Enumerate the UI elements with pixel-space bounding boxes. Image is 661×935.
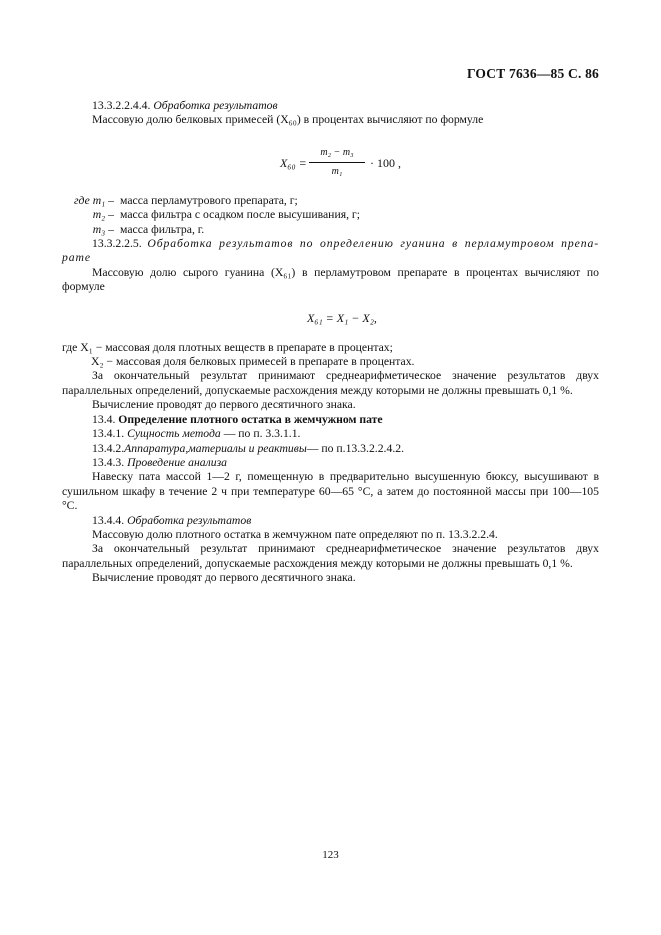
document-body: [62, 99, 599, 586]
formula-rhs: · 100 ,: [370, 155, 401, 170]
section-number: 13.4.3.: [92, 455, 125, 469]
section-title: Обработка результатов: [153, 99, 278, 112]
section-title: Обработка результатов по определению гуанина в перламутровом препа-рате: [62, 237, 599, 265]
formula-fraction: [309, 146, 365, 180]
legend-description: масса перламутрового препарата, г;: [120, 193, 298, 207]
formula-x61: [62, 309, 599, 329]
legend-line: X₂ − массовая доля белковых примесей в препарате в процентах.: [91, 355, 415, 369]
section-rest: — по п. 3.3.1.1.: [220, 427, 301, 441]
page-number: 123: [322, 849, 339, 861]
paragraph: Массовую долю плотного остатка в жемчужном пате определяют по п. 13.3.2.2.4.: [92, 527, 498, 541]
legend-item: [62, 208, 599, 222]
section-heading: [62, 514, 599, 528]
legend-description: масса фильтра с осадком после высушивания, г;: [120, 208, 360, 222]
section-title: Обработка результатов: [127, 513, 252, 527]
legend-item: [62, 223, 599, 237]
section-heading: [62, 442, 599, 456]
formula-legend: [62, 194, 599, 237]
section-heading: [62, 427, 599, 441]
legend-line: где X₁ − массовая доля плотных веществ в препарате в процентах;: [62, 340, 393, 354]
section-number: 13.4.2.: [92, 441, 125, 455]
section-rest: — по п.13.3.2.2.4.2.: [306, 441, 405, 455]
legend-symbol: m₃ –: [92, 222, 114, 236]
paragraph: Вычисление проводят до первого десятичного знака.: [92, 571, 356, 585]
legend-symbol: m₂ –: [92, 208, 114, 222]
section-number: 13.4.: [92, 412, 116, 426]
section-heading: [62, 99, 599, 113]
paragraph: За окончательный результат принимают среднеарифметическое значение результатов двух параллельных определений, допускаемые расхождения между которыми не должны превышать 0,1 %.: [62, 369, 599, 397]
section-number: 13.3.2.2.5.: [92, 237, 142, 251]
legend-symbol: где m₁ –: [74, 193, 114, 207]
section-title: Аппаратура,материалы и реактивы: [124, 441, 307, 455]
paragraph: За окончательный результат принимают среднеарифметическое значение результатов двух параллельных определений, допускаемые расхождения между которыми не должны превышать 0,1 %.: [62, 542, 599, 570]
section-title: Сущность метода: [127, 427, 221, 441]
formula-x60: [62, 146, 599, 180]
paragraph: Вычисление проводят до первого десятичного знака.: [92, 398, 356, 412]
section-heading: [62, 456, 599, 470]
section-heading: [62, 413, 599, 427]
section-number: 13.4.1.: [92, 427, 125, 441]
legend-item: [62, 194, 599, 208]
formula-denominator: m₁: [331, 166, 343, 178]
section-title: Проведение анализа: [127, 455, 227, 469]
paragraph: Массовую долю белковых примесей (X₆₀) в процентах вычисляют по формуле: [92, 113, 484, 127]
paragraph: Навеску пата массой 1—2 г, помещенную в предварительно высушенную бюксу, высушивают в сушильном шкафу в течение 2 ч при температуре 60—65 °С, а затем до постоянной массы при 100—105 °С.: [62, 470, 599, 513]
paragraph: Массовую долю сырого гуанина (X₆₁) в перламутровом препарате в процентах вычисляют по формуле: [62, 265, 599, 294]
formula-lhs: X₆₀ =: [280, 155, 307, 170]
page-header: ГОСТ 7636—85 С. 86: [466, 66, 599, 81]
section-title: Определение плотного остатка в жемчужном пате: [118, 412, 383, 426]
formula-numerator: m₂ − m₃: [309, 146, 365, 163]
section-heading: [62, 237, 599, 266]
formula-text: X₆₁ = X₁ − X₂,: [307, 310, 377, 325]
section-number: 13.3.2.2.4.4.: [92, 99, 151, 112]
legend-description: масса фильтра, г.: [120, 222, 205, 236]
section-number: 13.4.4.: [92, 513, 125, 527]
